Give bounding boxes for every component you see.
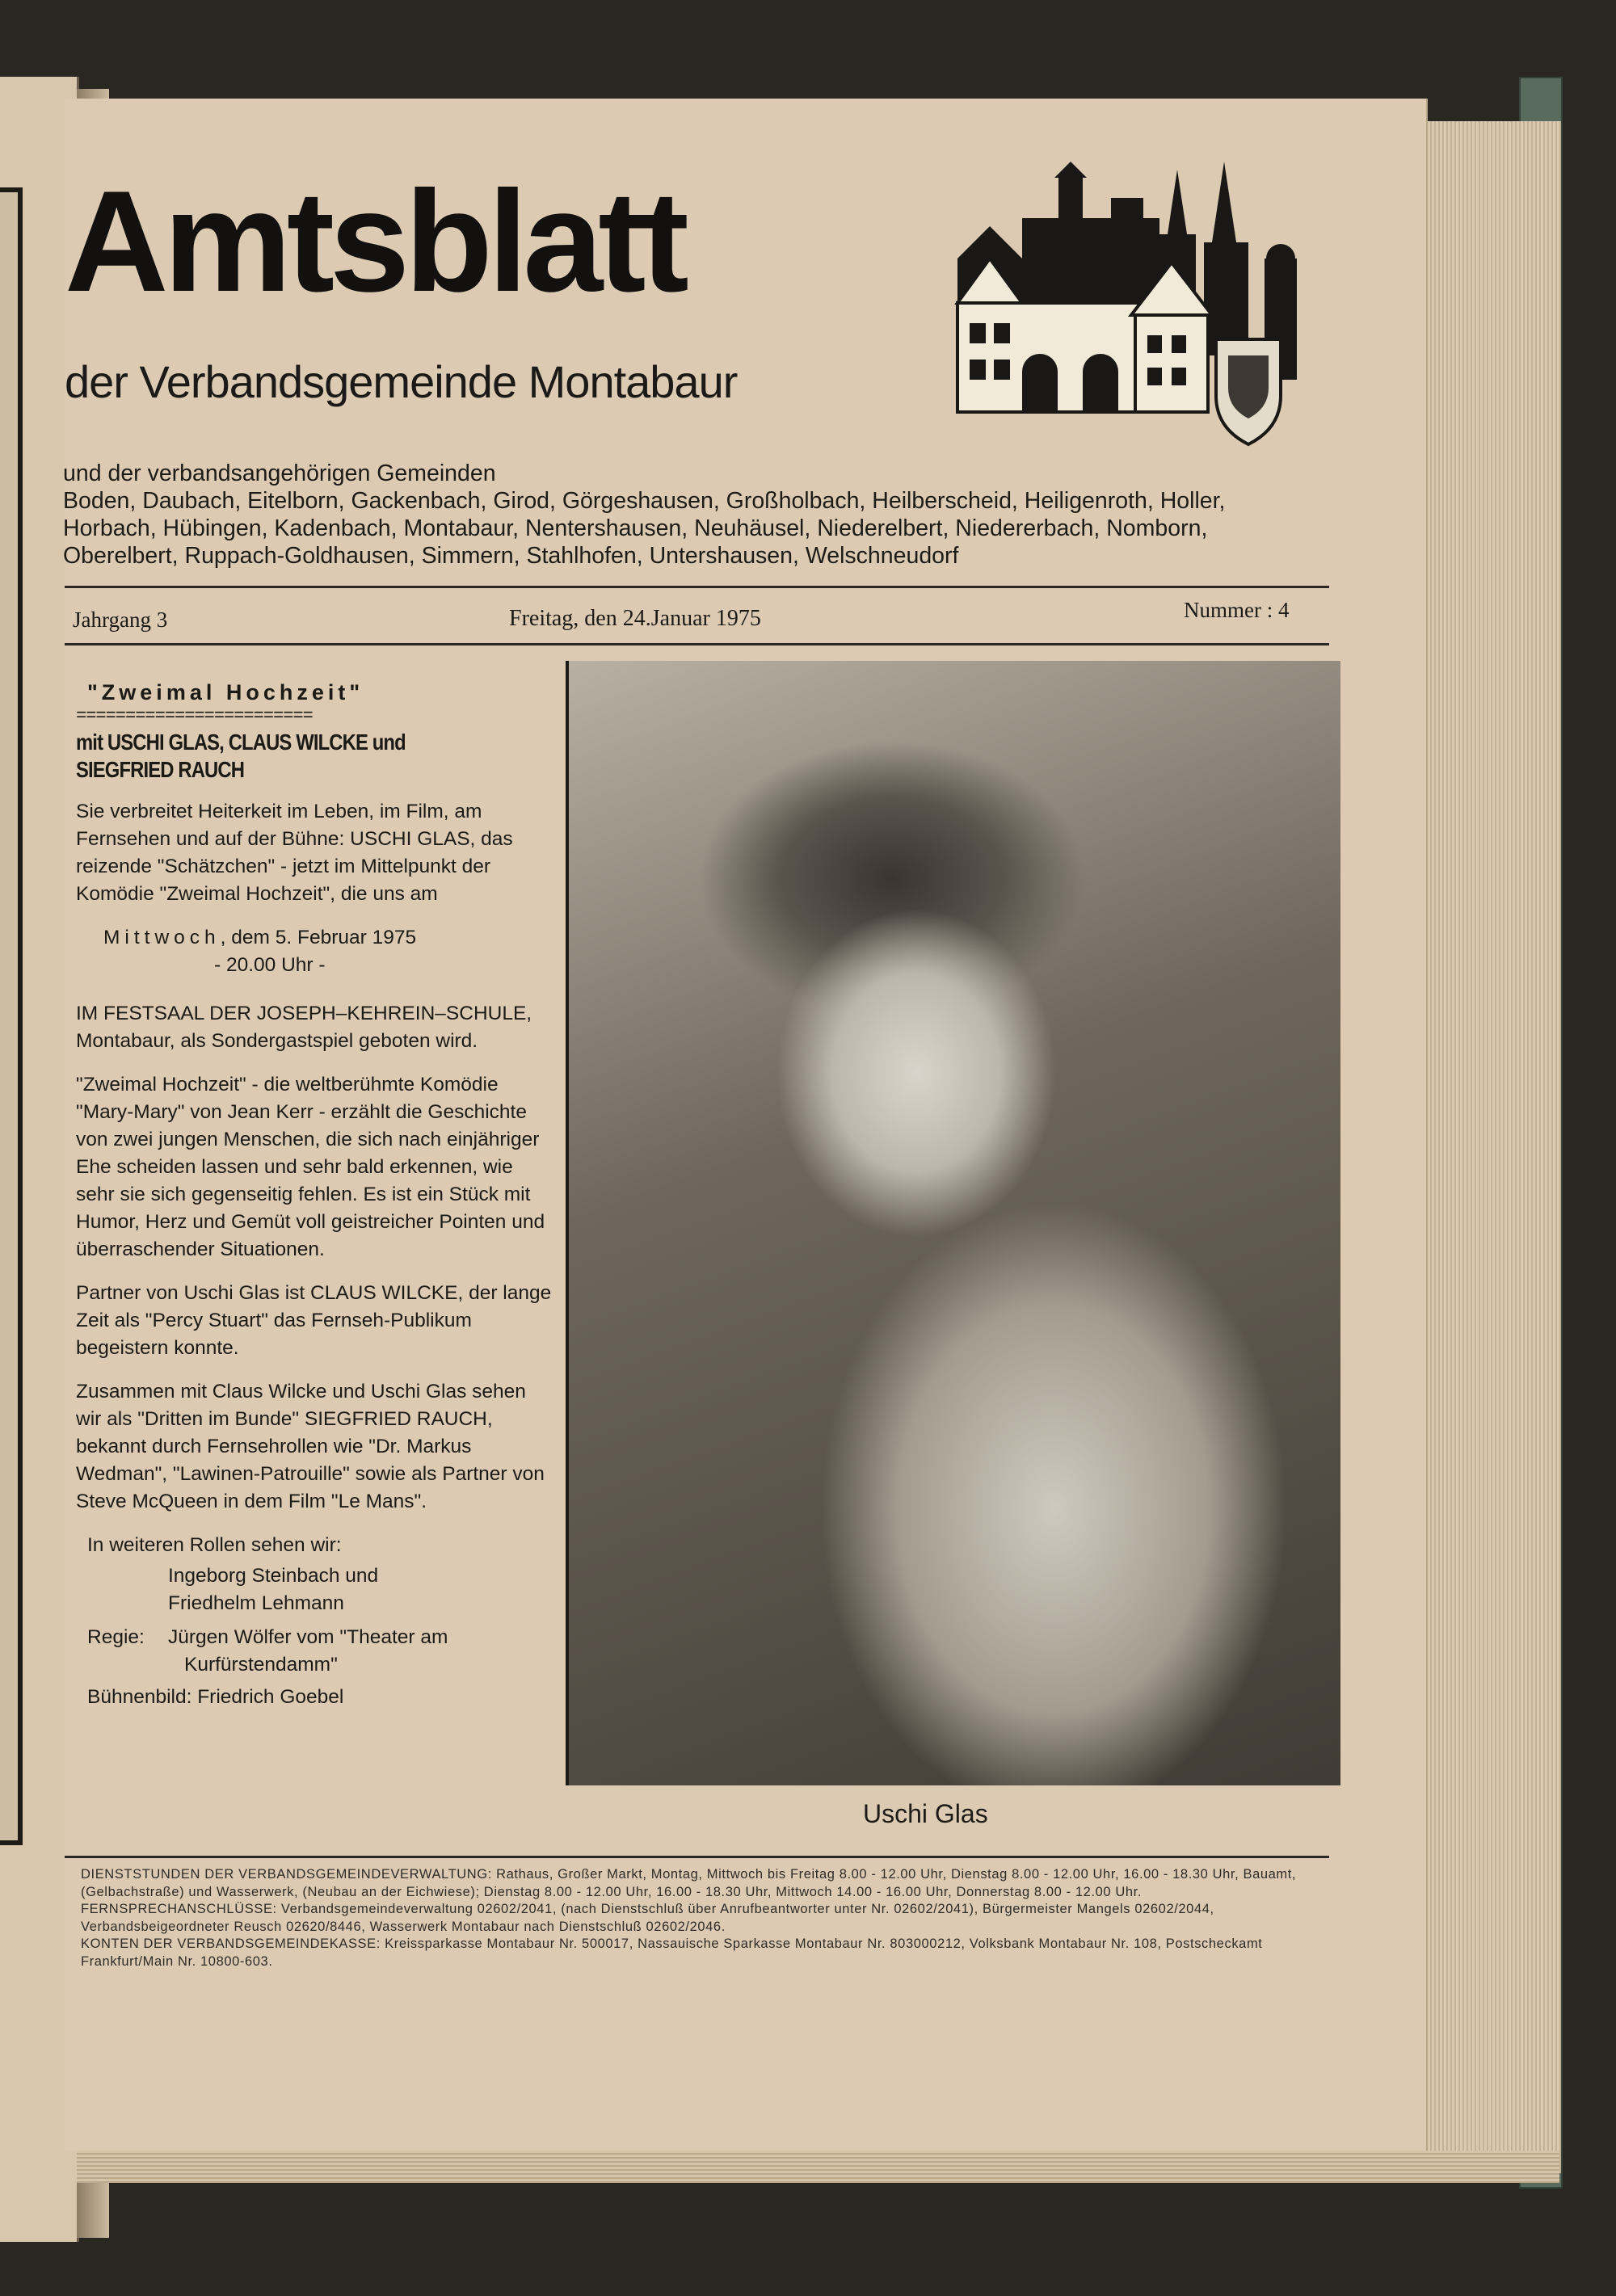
member-communities-line: Boden, Daubach, Eitelborn, Gackenbach, Girod, Görgeshausen, Großholbach, Heilberscheid, Heiligenroth, Holler, — [63, 488, 1226, 514]
portrait-photo — [566, 661, 1340, 1785]
event-time: - 20.00 Uhr - — [214, 954, 326, 976]
cast-member: Ingeborg Steinbach und — [168, 1565, 379, 1587]
stage-design-credit: Bühnenbild: Friedrich Goebel — [87, 1686, 344, 1708]
event-date-rest: , dem 5. Februar 1975 — [220, 927, 417, 948]
footer-notice — [81, 1866, 1325, 1970]
article-column — [65, 679, 552, 1711]
photo-caption: Uschi Glas — [863, 1799, 988, 1828]
event-date — [103, 924, 549, 952]
director-line: Jürgen Wölfer vom "Theater am — [168, 1626, 448, 1648]
left-page-border-frame — [0, 187, 23, 1845]
cast-intro: In weiteren Rollen sehen wir: — [87, 1534, 342, 1556]
article-paragraph: IM FESTSAAL DER JOSEPH–KEHREIN–SCHULE, Montabaur, als Sondergastspiel geboten wird. — [76, 1003, 532, 1052]
director-line: Kurfürstendamm" — [184, 1654, 338, 1676]
issue-volume: Jahrgang 3 — [73, 608, 168, 632]
director-label: Regie: — [87, 1626, 145, 1648]
masthead-subtitle: der Verbandsgemeinde Montabaur — [65, 356, 738, 407]
masthead-title: Amtsblatt — [65, 161, 684, 322]
article-paragraph: Partner von Uschi Glas ist CLAUS WILCKE, der lange Zeit als "Percy Stuart" das Fernseh-Publikum begeistern konnte. — [76, 1282, 552, 1359]
article-subhead: mit USCHI GLAS, CLAUS WILCKE und SIEGFRIED RAUCH — [76, 730, 406, 782]
member-communities-intro: und der verbandsangehörigen Gemeinden — [63, 460, 496, 486]
headline-underline: ======================== — [76, 706, 313, 726]
article-paragraph: Sie verbreitet Heiterkeit im Leben, im Film, am Fernsehen und auf der Bühne: USCHI GLAS, das reizende "Schätzchen" - jetzt im Mittelpunkt der Komödie "Zweimal Hochzeit", die uns am — [76, 801, 513, 905]
page-stack-edges — [1426, 121, 1561, 2173]
page-stack-bottom — [77, 2151, 1559, 2183]
member-communities-line: Horbach, Hübingen, Kadenbach, Montabaur, Nentershausen, Neuhäusel, Niederelbert, Niedererbach, Nomborn, — [63, 515, 1208, 541]
issue-date: Freitag, den 24.Januar 1975 — [509, 606, 761, 631]
article-headline: "Zweimal Hochzeit" — [87, 680, 364, 704]
footer-rule — [65, 1856, 1329, 1858]
cast-member: Friedhelm Lehmann — [168, 1592, 344, 1614]
issue-number: Nummer : 4 — [1184, 598, 1290, 622]
header-rule — [65, 643, 1329, 645]
bank-accounts: KONTEN DER VERBANDSGEMEINDEKASSE: Kreissparkasse Montabaur Nr. 500017, Nassauische Sparkasse Montabaur Nr. 803000212, Volksbank Montabaur Nr. 108, Postscheckamt Frankfurt/Main Nr. 10800-603. — [81, 1936, 1263, 1969]
director-name — [168, 1624, 448, 1679]
office-hours: DIENSTSTUNDEN DER VERBANDSGEMEINDEVERWALTUNG: Rathaus, Großer Markt, Montag, Mittwoch bis Freitag 8.00 - 12.00 Uhr, Dienstag 8.00 - 12.00 Uhr, 16.00 - 18.30 Uhr, Bauamt, (Gelbachstraße) und Wasserwerk, (Neubau an der Eichwiese); Dienstag 8.00 - 12.00 Uhr, 16.00 - 18.30 Uhr, Mittwoch 14.00 - 16.00 Uhr, Donnerstag 8.00 - 12.00 Uhr. — [81, 1867, 1297, 1899]
event-weekday: Mittwoch — [103, 927, 221, 948]
phone-numbers: FERNSPRECHANSCHLÜSSE: Verbandsgemeindeverwaltung 02602/2041, (nach Dienstschluß über Anrufbeantworter unter Nr. 02602/2041), Bürgermeister Mangels 02602/2044, Verbandsbeigeordneter Reusch 02620/8446, Wasserwerk Montabaur nach Dienstschluß 02602/2046. — [81, 1902, 1214, 1934]
cast-list — [168, 1562, 549, 1617]
article-paragraph: Zusammen mit Claus Wilcke und Uschi Glas sehen wir als "Dritten im Bunde" SIEGFRIED RAUCH, bekannt durch Fernsehrollen wie "Dr. Markus Wedman", "Lawinen-Patrouille" sowie als Partner von Steve McQueen in dem Film "Le Mans". — [76, 1381, 545, 1512]
article-paragraph: "Zweimal Hochzeit" - die weltberühmte Komödie "Mary-Mary" von Jean Kerr - erzählt die Geschichte von zwei jungen Menschen, die sich nach einjähriger Ehe scheiden lassen und sehr bald erkennen, wie sehr sie sich gegenseitig fehlen. Es ist ein Stück mit Humor, Herz und Gemüt voll geistreicher Pointen und überraschender Situationen. — [76, 1074, 545, 1260]
director-credit — [87, 1624, 549, 1679]
header-rule — [65, 586, 1329, 588]
member-communities-line: Oberelbert, Ruppach-Goldhausen, Simmern, Stahlhofen, Untershausen, Welschneudorf — [63, 543, 959, 569]
town-skyline-crest-icon — [925, 162, 1313, 452]
